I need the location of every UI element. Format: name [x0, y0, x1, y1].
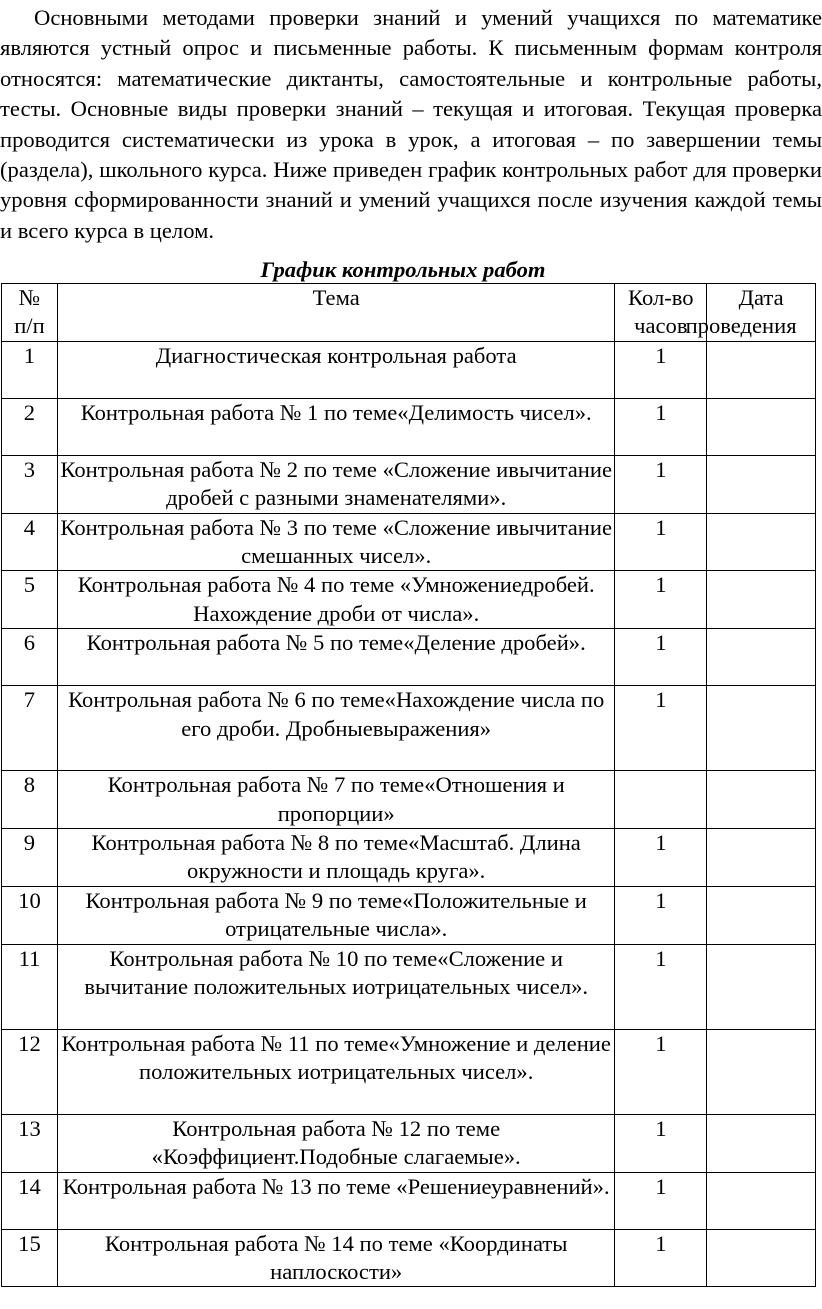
table-row [2, 513, 816, 571]
row-topic-line: «Умножение и деление положительных и [139, 1030, 611, 1085]
row-date [707, 629, 816, 686]
row-topic [57, 455, 615, 513]
header-num-line2: п/п [14, 313, 45, 339]
row-date [707, 944, 816, 1029]
row-topic [57, 629, 615, 686]
row-hours: 1 [615, 886, 707, 944]
row-hours: 1 [615, 629, 707, 686]
row-number: 9 [2, 829, 58, 887]
row-topic [57, 1029, 615, 1114]
row-date [707, 829, 816, 887]
row-topic-line: Контрольная работа № 6 по теме [68, 687, 385, 713]
row-number: 12 [2, 1029, 58, 1114]
row-hours: 1 [615, 341, 707, 398]
table-row [2, 1229, 816, 1287]
row-topic-line: «Масштаб. Длина окружности и площадь круга». [187, 830, 581, 884]
row-topic [57, 1229, 615, 1287]
row-date [707, 571, 816, 629]
row-topic [57, 398, 615, 455]
table-row [2, 886, 816, 944]
row-topic [57, 1114, 615, 1172]
row-hours: 1 [615, 944, 707, 1029]
table-row [2, 455, 816, 513]
row-topic-line: Диагностическая контрольная работа [155, 342, 517, 368]
row-topic-line: Контрольная работа № 5 по теме [86, 630, 404, 656]
intro-paragraph: Основными методами проверки знаний и умений учащихся по математике являются устный опрос и письменные работы. К письменным формам контроля относятся: математические диктанты, самостоятельные и контрольные работы, тесты. Основные виды проверки знаний – текущая и итоговая. Текущая проверка проводится систематически из урока в урок, а итоговая – по завершении темы (раздела), школьного курса. Ниже приведен график контрольных работ для проверки уровня сформированности знаний и умений учащихся после изучения каждой темы и всего курса в целом. [0, 5, 822, 243]
row-topic-line: «Деление дробей». [403, 630, 586, 656]
row-hours: 1 [615, 1229, 707, 1287]
row-topic-line: Подобные слагаемые». [299, 1144, 521, 1170]
row-hours: 1 [615, 455, 707, 513]
row-date [707, 513, 816, 571]
row-date [707, 1114, 816, 1172]
row-topic-line: Контрольная работа № 2 по теме «Сложение и [60, 456, 509, 482]
row-topic [57, 571, 615, 629]
row-topic-line: Контрольная работа № 7 по теме [107, 772, 425, 798]
row-topic [57, 829, 615, 887]
row-number: 5 [2, 571, 58, 629]
table-row [2, 398, 816, 455]
row-hours: 1 [615, 686, 707, 771]
row-date [707, 771, 816, 829]
header-hours-line2: часов [634, 313, 688, 339]
row-date [707, 1172, 816, 1229]
row-topic-line: Контрольная работа № 14 по теме «Координаты на [104, 1230, 568, 1284]
row-hours [615, 771, 707, 829]
row-topic-line: Контрольная работа № 1 по теме [80, 399, 398, 425]
header-num-line1: № [18, 285, 41, 310]
row-topic [57, 686, 615, 771]
row-topic-line: Контрольная работа № 4 по теме «Умножение [77, 572, 522, 598]
row-topic-line: Контрольная работа № 9 по теме [85, 887, 403, 913]
row-hours: 1 [615, 1114, 707, 1172]
row-topic [57, 513, 615, 571]
row-number: 10 [2, 886, 58, 944]
table-row [2, 829, 816, 887]
row-topic [57, 341, 615, 398]
row-topic-line: Контрольная работа № 3 по теме «Сложение и [60, 514, 509, 540]
row-topic-line: плоскости» [291, 1258, 403, 1284]
row-hours: 1 [615, 1029, 707, 1114]
row-topic-line: вычитание дробей с разными знаменателями». [166, 456, 612, 511]
row-topic-line: Контрольная работа № 13 по теме «Решение [62, 1173, 491, 1199]
row-number: 14 [2, 1172, 58, 1229]
row-number: 15 [2, 1229, 58, 1287]
row-date [707, 686, 816, 771]
row-number: 11 [2, 944, 58, 1029]
row-topic [57, 886, 615, 944]
row-hours: 1 [615, 1172, 707, 1229]
row-topic-line: «Делимость чисел». [397, 399, 592, 425]
row-topic-line: «Нахождение числа по его дроби. Дробные [181, 687, 605, 741]
header-topic: Тема [57, 284, 615, 342]
row-date [707, 1029, 816, 1114]
row-number: 8 [2, 771, 58, 829]
row-date [707, 398, 816, 455]
table-row [2, 1029, 816, 1114]
row-topic [57, 1172, 615, 1229]
table-row [2, 1114, 816, 1172]
row-number: 1 [2, 341, 58, 398]
table-row [2, 571, 816, 629]
schedule-table [1, 283, 816, 1287]
row-topic-line: выражения» [372, 715, 492, 741]
table-body [2, 341, 816, 1287]
row-topic-line: Контрольная работа № 8 по теме [91, 830, 409, 856]
row-date [707, 341, 816, 398]
header-date-line1: Дата [738, 285, 784, 310]
row-hours: 1 [615, 571, 707, 629]
row-topic [57, 771, 615, 829]
table-header-row [2, 284, 816, 342]
row-topic-line: «Отношения и пропорции» [277, 772, 565, 826]
row-topic-line: отрицательных чисел». [309, 1059, 534, 1085]
row-topic-line: Контрольная работа № 12 по теме «Коэффициент. [151, 1115, 501, 1170]
table-row [2, 629, 816, 686]
table-row [2, 771, 816, 829]
row-number: 7 [2, 686, 58, 771]
table-title-text: График контрольных работ [260, 257, 546, 282]
row-number: 4 [2, 513, 58, 571]
row-topic-line: Контрольная работа № 11 по теме [61, 1030, 389, 1056]
row-topic-line: вычитание смешанных чисел». [241, 514, 612, 569]
table-row [2, 944, 816, 1029]
header-date-line2: проведения [685, 313, 797, 339]
row-topic-line: Контрольная работа № 10 по теме [109, 945, 438, 971]
row-date [707, 455, 816, 513]
row-number: 6 [2, 629, 58, 686]
row-topic-line: «Положительные и отрицательные числа». [225, 887, 587, 942]
header-num [2, 284, 58, 342]
table-row [2, 341, 816, 398]
row-number: 2 [2, 398, 58, 455]
row-number: 3 [2, 455, 58, 513]
row-topic-line: уравнений». [490, 1173, 610, 1199]
table-row [2, 1172, 816, 1229]
table-title [0, 256, 816, 284]
row-topic-line: дробей. Нахождение дроби от числа». [193, 572, 595, 626]
row-date [707, 1229, 816, 1287]
row-hours: 1 [615, 829, 707, 887]
header-hours-line1: Кол-во [628, 285, 694, 310]
table-row [2, 686, 816, 771]
row-topic-line: «Сложение и вычитание положительных и [84, 945, 563, 1000]
row-topic-line: отрицательных чисел». [364, 974, 589, 1000]
row-number: 13 [2, 1114, 58, 1172]
row-hours: 1 [615, 513, 707, 571]
row-date [707, 886, 816, 944]
row-topic [57, 944, 615, 1029]
header-date [685, 284, 816, 342]
row-hours: 1 [615, 398, 707, 455]
